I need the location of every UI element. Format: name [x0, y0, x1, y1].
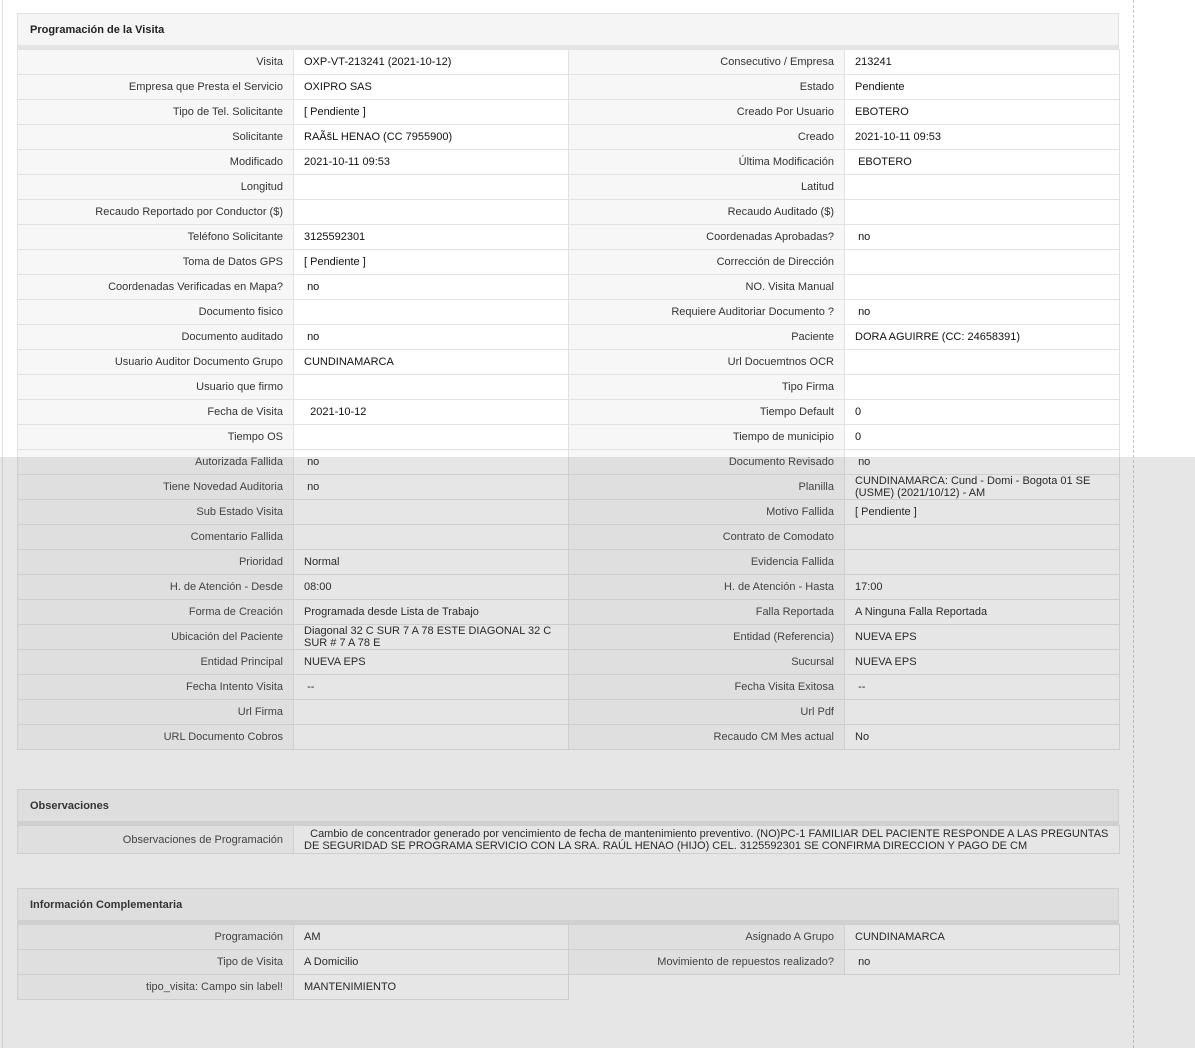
table-row — [18, 650, 1120, 675]
field-value: [ Pendiente ] — [294, 250, 569, 275]
field-value: CUNDINAMARCA — [294, 350, 569, 375]
table-row — [18, 950, 1120, 975]
table-row — [18, 975, 1120, 1000]
field-label: Movimiento de repuestos realizado? — [569, 950, 845, 975]
field-label: Empresa que Presta el Servicio — [18, 75, 294, 100]
field-value — [294, 700, 569, 725]
table-row — [18, 350, 1120, 375]
field-value: [ Pendiente ] — [845, 500, 1120, 525]
field-label: Longitud — [18, 175, 294, 200]
field-value — [845, 200, 1120, 225]
field-label: Documento auditado — [18, 325, 294, 350]
programacion-table-body — [18, 50, 1120, 750]
field-value: 08:00 — [294, 575, 569, 600]
field-label: Observaciones de Programación — [18, 826, 294, 854]
field-label: Toma de Datos GPS — [18, 250, 294, 275]
field-label: URL Documento Cobros — [18, 725, 294, 750]
field-label: Coordenadas Aprobadas? — [569, 225, 845, 250]
table-row — [18, 325, 1120, 350]
field-value: 2021-10-11 09:53 — [294, 150, 569, 175]
field-value — [845, 550, 1120, 575]
field-value: no — [845, 450, 1120, 475]
page-left-border — [2, 0, 3, 1048]
field-label: Falla Reportada — [569, 600, 845, 625]
field-label: Última Modificación — [569, 150, 845, 175]
field-value: 2021-10-11 09:53 — [845, 125, 1120, 150]
field-value — [845, 700, 1120, 725]
field-value — [294, 200, 569, 225]
field-label: Latitud — [569, 175, 845, 200]
table-row — [18, 700, 1120, 725]
field-label: Teléfono Solicitante — [18, 225, 294, 250]
field-label: Paciente — [569, 325, 845, 350]
field-value: 0 — [845, 400, 1120, 425]
field-label: Forma de Creación — [18, 600, 294, 625]
field-value: -- — [845, 675, 1120, 700]
field-label: Tipo de Visita — [18, 950, 294, 975]
field-label: Documento fisico — [18, 300, 294, 325]
field-label: Url Firma — [18, 700, 294, 725]
field-label: Creado Por Usuario — [569, 100, 845, 125]
field-label: Sucursal — [569, 650, 845, 675]
field-label: Recaudo CM Mes actual — [569, 725, 845, 750]
field-value: OXIPRO SAS — [294, 75, 569, 100]
field-value: A Ninguna Falla Reportada — [845, 600, 1120, 625]
table-row — [18, 675, 1120, 700]
field-label: Autorizada Fallida — [18, 450, 294, 475]
field-value — [845, 525, 1120, 550]
field-value — [294, 525, 569, 550]
table-row — [18, 275, 1120, 300]
field-label: Comentario Fallida — [18, 525, 294, 550]
field-value: EBOTERO — [845, 150, 1120, 175]
panel-title-programacion: Programación de la Visita — [17, 13, 1119, 49]
field-value: RAÃšL HENAO (CC 7955900) — [294, 125, 569, 150]
field-label: Modificado — [18, 150, 294, 175]
table-row — [18, 475, 1120, 500]
table-row — [18, 150, 1120, 175]
panel-title-observaciones: Observaciones — [17, 789, 1119, 825]
field-value: Pendiente — [845, 75, 1120, 100]
field-value: no — [294, 475, 569, 500]
field-label: Fecha Visita Exitosa — [569, 675, 845, 700]
field-label: Url Docuemtnos OCR — [569, 350, 845, 375]
field-value — [845, 250, 1120, 275]
field-value: NUEVA EPS — [294, 650, 569, 675]
field-value: no — [845, 300, 1120, 325]
field-label: Entidad Principal — [18, 650, 294, 675]
field-label: Tiempo OS — [18, 425, 294, 450]
table-row — [18, 500, 1120, 525]
field-value: OXP-VT-213241 (2021-10-12) — [294, 50, 569, 75]
field-label: Documento Revisado — [569, 450, 845, 475]
table-row — [18, 725, 1120, 750]
field-label: Tiene Novedad Auditoria — [18, 475, 294, 500]
field-value — [294, 425, 569, 450]
field-value: no — [294, 450, 569, 475]
field-value: No — [845, 725, 1120, 750]
field-value: [ Pendiente ] — [294, 100, 569, 125]
table-row — [18, 600, 1120, 625]
field-label: Recaudo Reportado por Conductor ($) — [18, 200, 294, 225]
field-label: Creado — [569, 125, 845, 150]
field-label: Evidencia Fallida — [569, 550, 845, 575]
field-value — [845, 275, 1120, 300]
table-row — [18, 826, 1120, 854]
field-label: Tiempo Default — [569, 400, 845, 425]
field-label: Asignado A Grupo — [569, 925, 845, 950]
page-dashed-guide — [1133, 0, 1134, 1048]
panel-informacion-complementaria — [17, 888, 1119, 1000]
table-row — [18, 375, 1120, 400]
field-value: MANTENIMIENTO — [294, 975, 569, 1000]
observaciones-value: Cambio de concentrador generado por vencimiento de fecha de mantenimiento preventivo. (NO)PC-1 FAMILIAR DEL PACIENTE RESPONDE A LAS PREGUNTAS DE SEGURIDAD SE PROGRAMA SERVICIO CON LA SRA. RAÚL HENAO (HIJO) CEL. 3125592301 SE CONFIRMA DIRECCION Y PAGO DE CM — [294, 826, 1120, 854]
panel-programacion-visita — [17, 13, 1119, 750]
panel-title-complementaria: Información Complementaria — [17, 888, 1119, 924]
field-value: no — [294, 325, 569, 350]
field-value — [845, 375, 1120, 400]
field-label: Tiempo de municipio — [569, 425, 845, 450]
table-row — [18, 625, 1120, 650]
field-value: Diagonal 32 C SUR 7 A 78 ESTE DIAGONAL 32 C SUR # 7 A 78 E — [294, 625, 569, 650]
field-label: H. de Atención - Desde — [18, 575, 294, 600]
field-label: Fecha Intento Visita — [18, 675, 294, 700]
table-row — [18, 250, 1120, 275]
field-label: Programación — [18, 925, 294, 950]
table-row — [18, 175, 1120, 200]
field-value: NUEVA EPS — [845, 625, 1120, 650]
field-label: Ubicación del Paciente — [18, 625, 294, 650]
field-value: 3125592301 — [294, 225, 569, 250]
field-value — [845, 350, 1120, 375]
complementaria-table-body — [18, 925, 1120, 1000]
field-value: CUNDINAMARCA: Cund - Domi - Bogota 01 SE (USME) (2021/10/12) - AM — [845, 475, 1120, 500]
field-label: Recaudo Auditado ($) — [569, 200, 845, 225]
field-value — [294, 375, 569, 400]
table-row — [18, 525, 1120, 550]
field-value: no — [845, 950, 1120, 975]
field-label: NO. Visita Manual — [569, 275, 845, 300]
panel-observaciones — [17, 789, 1119, 854]
field-value: AM — [294, 925, 569, 950]
field-label: Fecha de Visita — [18, 400, 294, 425]
programacion-table — [17, 49, 1120, 750]
field-label: Usuario Auditor Documento Grupo — [18, 350, 294, 375]
field-value: Programada desde Lista de Trabajo — [294, 600, 569, 625]
field-value: no — [845, 225, 1120, 250]
field-label: Corrección de Dirección — [569, 250, 845, 275]
field-value — [294, 725, 569, 750]
field-label: Usuario que firmo — [18, 375, 294, 400]
field-label: Planilla — [569, 475, 845, 500]
field-label: Requiere Auditoriar Documento ? — [569, 300, 845, 325]
field-label: Visita — [18, 50, 294, 75]
field-value: 2021-10-12 — [294, 400, 569, 425]
table-row — [18, 125, 1120, 150]
table-row — [18, 925, 1120, 950]
field-label: Motivo Fallida — [569, 500, 845, 525]
table-row — [18, 300, 1120, 325]
field-value — [845, 175, 1120, 200]
table-row — [18, 575, 1120, 600]
field-label: Prioridad — [18, 550, 294, 575]
field-label: Coordenadas Verificadas en Mapa? — [18, 275, 294, 300]
field-label: Solicitante — [18, 125, 294, 150]
field-value: -- — [294, 675, 569, 700]
field-label: H. de Atención - Hasta — [569, 575, 845, 600]
field-label: tipo_visita: Campo sin label! — [18, 975, 294, 1000]
field-label: Tipo de Tel. Solicitante — [18, 100, 294, 125]
field-value: EBOTERO — [845, 100, 1120, 125]
field-label: Entidad (Referencia) — [569, 625, 845, 650]
table-row — [18, 50, 1120, 75]
field-value — [294, 175, 569, 200]
field-value: NUEVA EPS — [845, 650, 1120, 675]
table-row — [18, 100, 1120, 125]
table-row — [18, 225, 1120, 250]
field-label: Tipo Firma — [569, 375, 845, 400]
field-value: no — [294, 275, 569, 300]
field-label: Estado — [569, 75, 845, 100]
table-row — [18, 400, 1120, 425]
field-value: 17:00 — [845, 575, 1120, 600]
field-value — [294, 300, 569, 325]
observaciones-table — [17, 825, 1120, 854]
field-value: CUNDINAMARCA — [845, 925, 1120, 950]
field-label: Contrato de Comodato — [569, 525, 845, 550]
table-row — [18, 425, 1120, 450]
field-label: Sub Estado Visita — [18, 500, 294, 525]
field-value: A Domicilio — [294, 950, 569, 975]
field-label: Url Pdf — [569, 700, 845, 725]
field-value: Normal — [294, 550, 569, 575]
field-value — [294, 500, 569, 525]
table-row — [18, 450, 1120, 475]
field-value: 0 — [845, 425, 1120, 450]
field-value: DORA AGUIRRE (CC: 24658391) — [845, 325, 1120, 350]
complementaria-table — [17, 924, 1120, 1000]
table-row — [18, 550, 1120, 575]
table-row — [18, 200, 1120, 225]
field-label: Consecutivo / Empresa — [569, 50, 845, 75]
field-value: 213241 — [845, 50, 1120, 75]
empty-cell — [569, 975, 1120, 1000]
table-row — [18, 75, 1120, 100]
